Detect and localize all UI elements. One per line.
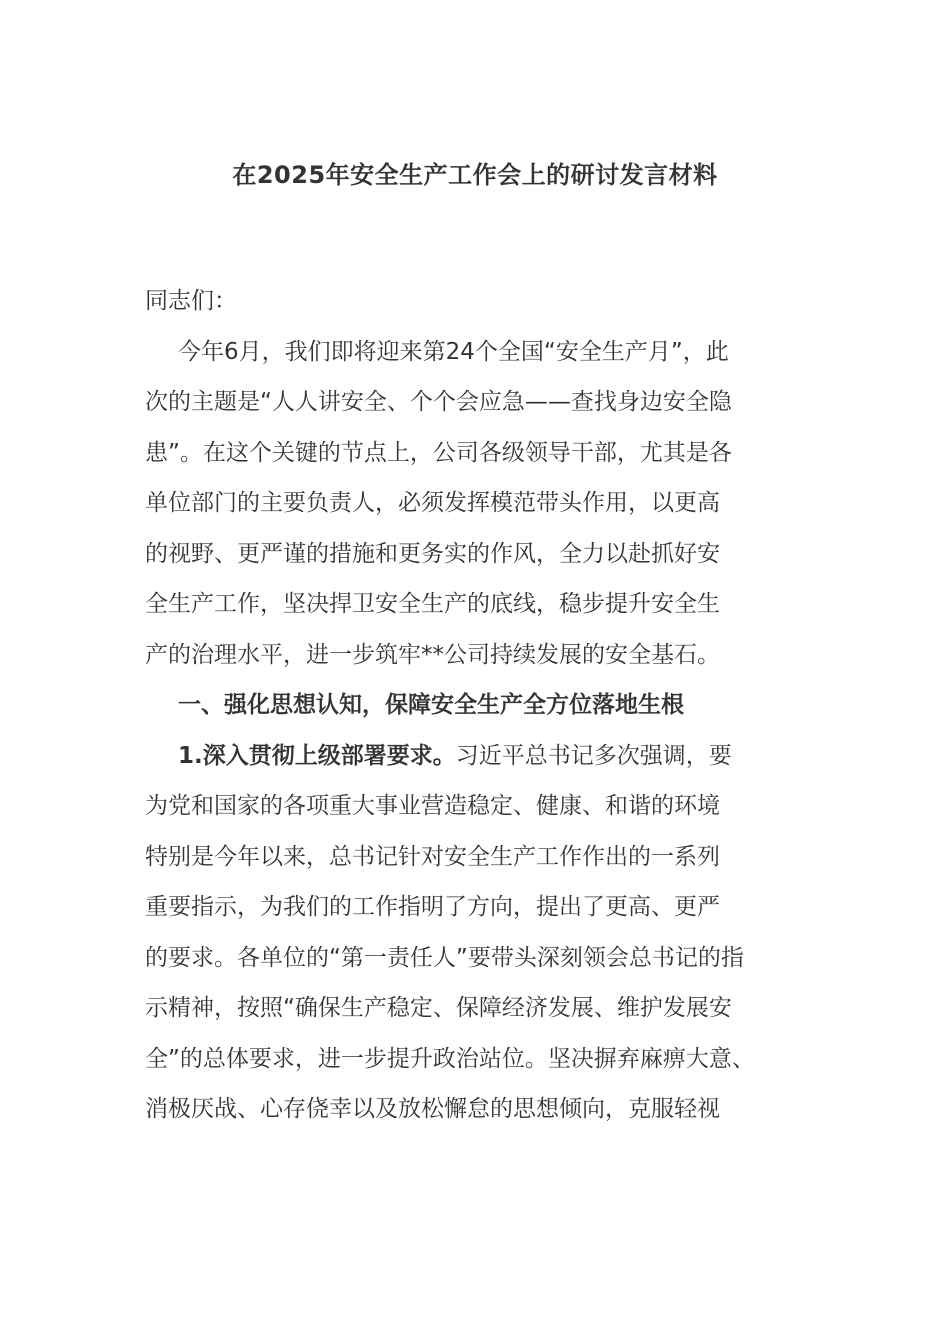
paragraph-line: 特别是今年以来，总书记针对安全生产工作作出的一系列 (145, 843, 720, 870)
item-heading: 1.深入贯彻上级部署要求。 (178, 742, 456, 769)
salutation: 同志们： (145, 288, 237, 314)
paragraph-line: 单位部门的主要负责人，必须发挥模范带头作用，以更高 (145, 490, 720, 516)
paragraph-line: 产的治理水平，进一步筑牢**公司持续发展的安全基石。 (145, 641, 720, 668)
paragraph-line: 全”的总体要求，进一步提升政治站位。坚决摒弃麻痹大意、 (145, 1045, 755, 1072)
paragraph-line: 的视野、更严谨的措施和更务实的作风，全力以赴抓好安 (145, 540, 720, 567)
paragraph-line: 今年6月，我们即将迎来第24个全国“安全生产月”，此 (178, 338, 729, 365)
document-title: 在2025年安全生产工作会上的研讨发言材料 (232, 161, 718, 189)
section-heading: 一、强化思想认知，保障安全生产全方位落地生根 (178, 692, 684, 718)
document-body (145, 276, 810, 1135)
paragraph-line: 重要指示，为我们的工作指明了方向，提出了更高、更严 (145, 894, 720, 920)
paragraph-line: 患”。在这个关键的节点上，公司各级领导干部，尤其是各 (145, 439, 732, 466)
paragraph-line: 全生产工作，坚决捍卫安全生产的底线，稳步提升安全生 (145, 591, 720, 617)
paragraph-line: 的要求。各单位的“第一责任人”要带头深刻领会总书记的指 (145, 944, 744, 971)
item-first-line-text: 习近平总书记多次强调，要 (455, 742, 732, 769)
paragraph-line: 示精神，按照“确保生产稳定、保障经济发展、维护发展安 (145, 995, 732, 1021)
paragraph-line: 为党和国家的各项重大事业营造稳定、健康、和谐的环境 (145, 793, 720, 819)
paragraph-line: 消极厌战、心存侥幸以及放松懈怠的思想倾向，克服轻视 (145, 1096, 720, 1122)
item-first-line (145, 731, 810, 782)
paragraph-line: 次的主题是“人人讲安全、个个会应急——查找身边安全隐 (145, 389, 732, 415)
